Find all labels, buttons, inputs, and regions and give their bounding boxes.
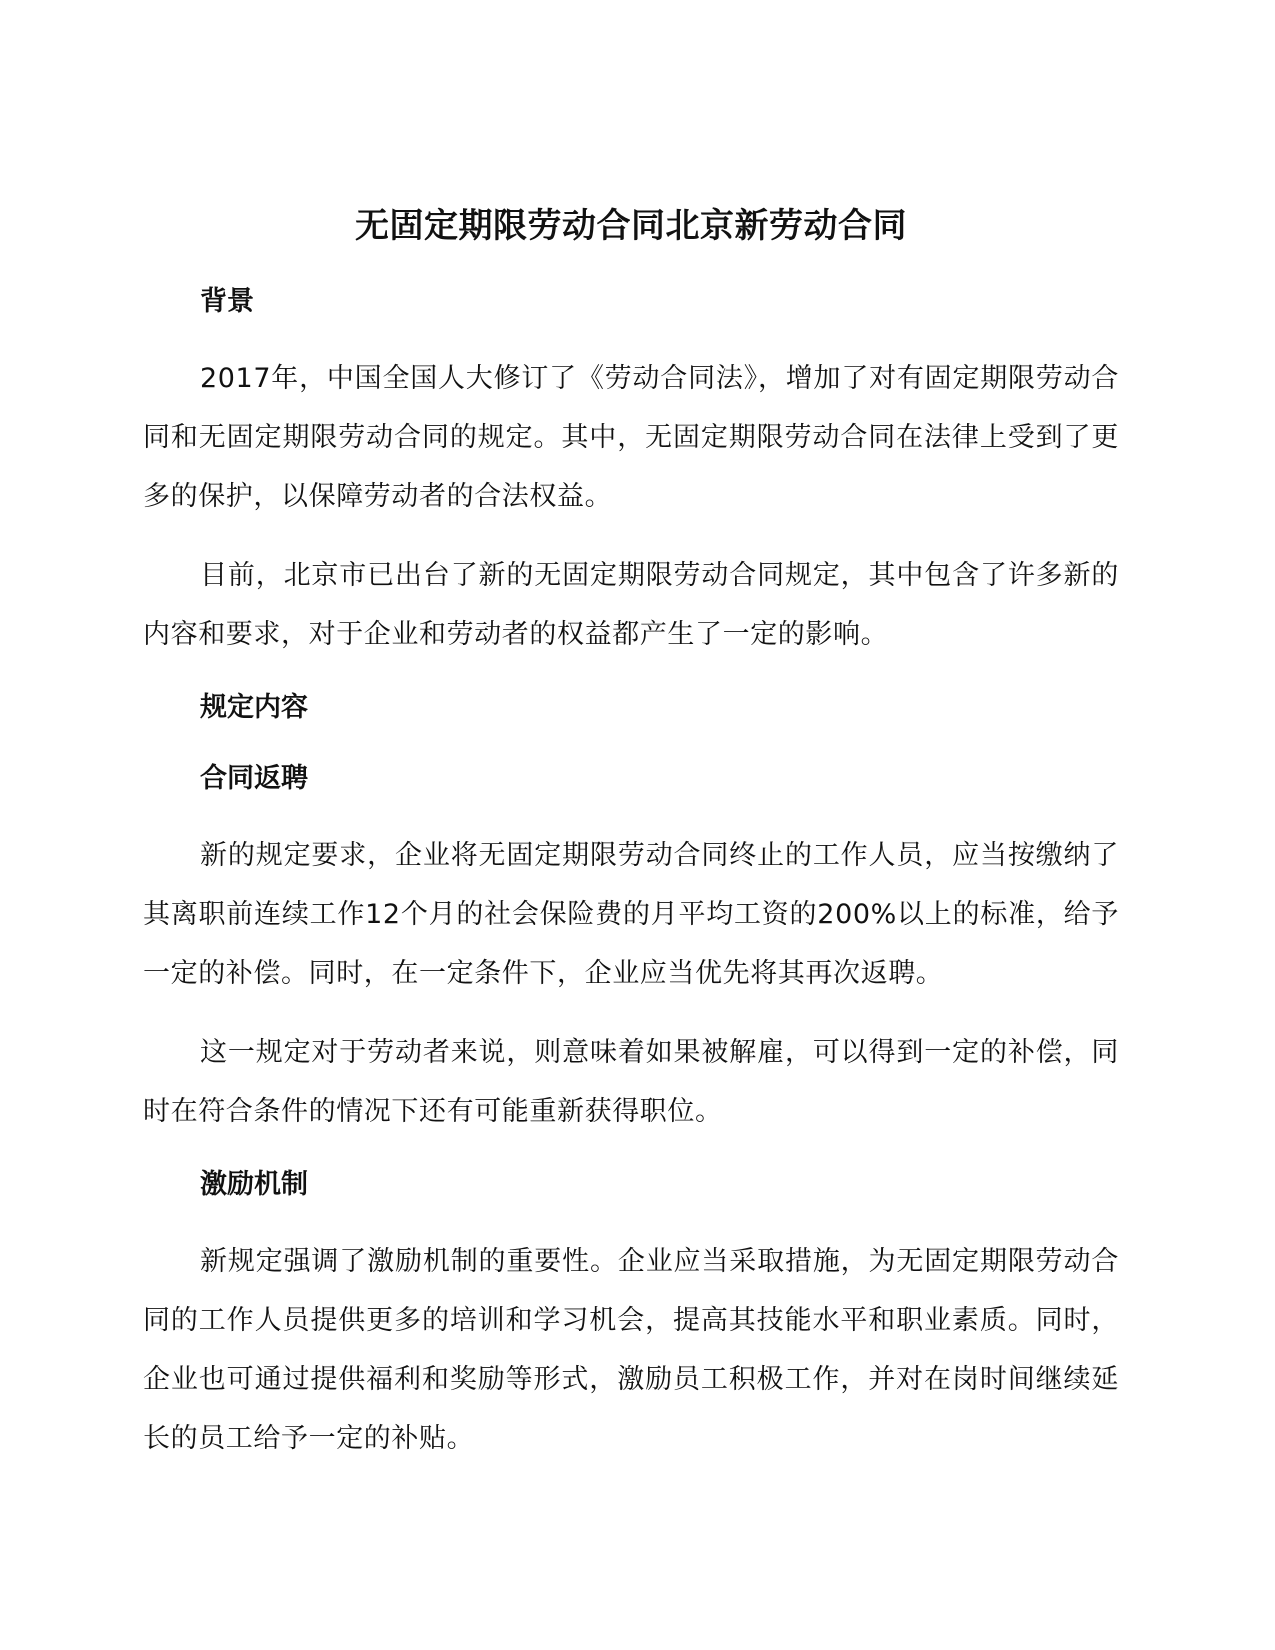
section-background	[143, 278, 1119, 664]
section-heading-incentives: 激励机制	[200, 1169, 308, 1200]
document-body	[143, 198, 1119, 1488]
section-heading-background: 背景	[200, 286, 254, 317]
document-title: 无固定期限劳动合同北京新劳动合同	[355, 206, 907, 246]
section-provisions	[143, 684, 1119, 732]
paragraph: 这一规定对于劳动者来说，则意味着如果被解雇，可以得到一定的补偿，同时在符合条件的情况下还有可能重新获得职位。	[143, 1037, 1119, 1127]
section-heading-rehire: 合同返聘	[200, 763, 308, 794]
section-incentives	[143, 1161, 1119, 1468]
section-rehire	[143, 755, 1119, 1141]
section-heading-provisions: 规定内容	[200, 692, 308, 723]
paragraph: 2017年，中国全国人大修订了《劳动合同法》，增加了对有固定期限劳动合同和无固定期限劳动合同的规定。其中，无固定期限劳动合同在法律上受到了更多的保护，以保障劳动者的合法权益。	[143, 363, 1119, 512]
paragraph: 目前，北京市已出台了新的无固定期限劳动合同规定，其中包含了许多新的内容和要求，对于企业和劳动者的权益都产生了一定的影响。	[143, 560, 1119, 650]
paragraph: 新规定强调了激励机制的重要性。企业应当采取措施，为无固定期限劳动合同的工作人员提供更多的培训和学习机会，提高其技能水平和职业素质。同时，企业也可通过提供福利和奖励等形式，激励员工积极工作，并对在岗时间继续延长的员工给予一定的补贴。	[143, 1246, 1119, 1454]
paragraph: 新的规定要求，企业将无固定期限劳动合同终止的工作人员，应当按缴纳了其离职前连续工作12个月的社会保险费的月平均工资的200%以上的标准，给予一定的补偿。同时，在一定条件下，企业应当优先将其再次返聘。	[143, 840, 1119, 989]
